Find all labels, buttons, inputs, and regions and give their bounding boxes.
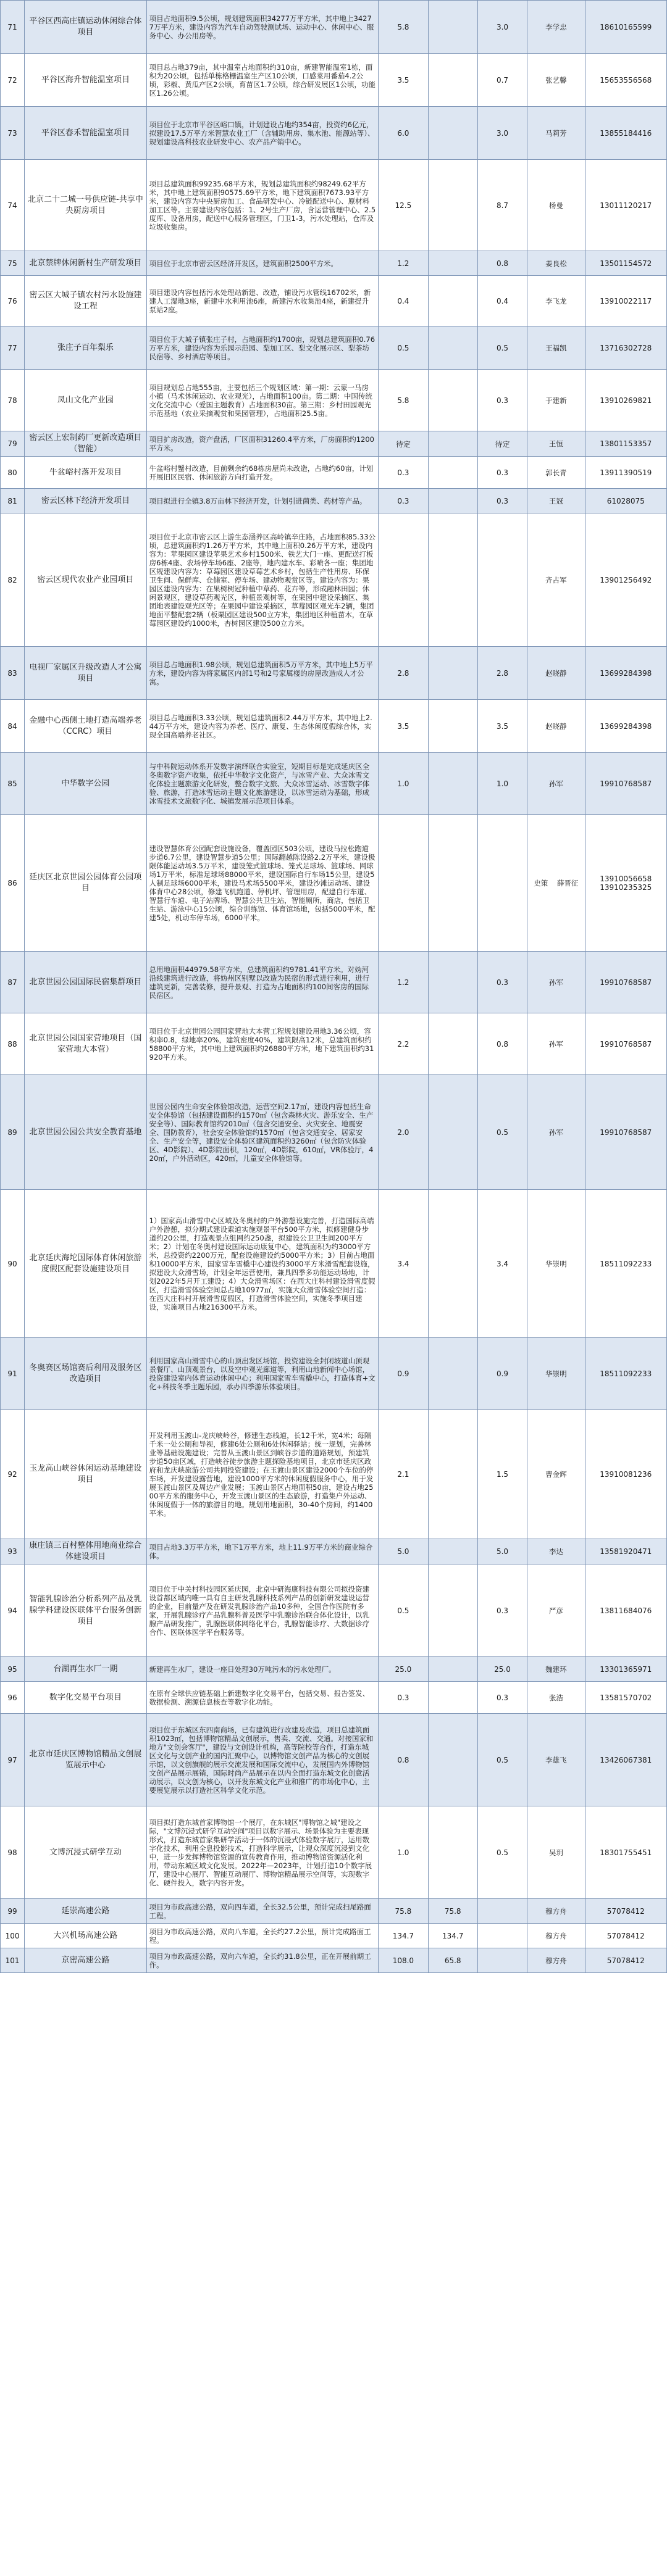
row-number: 71 xyxy=(1,1,25,54)
total-investment: 2.0 xyxy=(379,1075,428,1190)
completed-investment xyxy=(428,1410,477,1539)
row-number: 83 xyxy=(1,647,25,700)
completed-investment xyxy=(428,431,477,457)
row-number: 82 xyxy=(1,513,25,647)
completed-investment xyxy=(428,1564,477,1657)
completed-investment xyxy=(428,276,477,326)
annual-investment: 5.0 xyxy=(477,1539,527,1564)
project-name: 电视厂家属区升级改造人才公寓项目 xyxy=(25,647,147,700)
total-investment: 1.0 xyxy=(379,1806,428,1899)
table-row xyxy=(1,326,667,370)
contact-phone: 13855184416 xyxy=(585,107,667,160)
project-name: 冬奥赛区场馆赛后利用及服务区改造项目 xyxy=(25,1338,147,1410)
project-name: 凤山文化产业园 xyxy=(25,370,147,431)
table-row xyxy=(1,1657,667,1682)
contact-person: 郭长青 xyxy=(527,457,585,489)
project-name: 中华数字公园 xyxy=(25,753,147,815)
total-investment: 1.2 xyxy=(379,952,428,1013)
contact-phone: 13910081236 xyxy=(585,1410,667,1539)
project-name: 台湖再生水厂一期 xyxy=(25,1657,147,1682)
project-content: 1）国家高山滑雪中心区域及冬奥村的户外游憩设施完善，打造国际高端户外游憩，拟分期式建设索道实施观景平台500平方米，拟修建健身步道约20公里，打造观景点组网约250盏，拟建设公卫卫生间200平方米；2）计划在冬奥村建设国际运动康复中心，建筑面积为约3000平方米，总投资约2200万元，配套设施建设约5000平方米；3）目前占地面积10000平方米，国家雪车雪橇中心建设约3000平方米滑雪配套设施，拟建设大众滑雪场，计划全年运营使用，兼具四季多功能运动场地，计划2022年5月开工建设；4）大众滑雪场区：在西大庄科村建设滑雪度假区，打造滑雪体验空间总占地10977㎡，实施大众滑雪体验空间打造：在西大庄科村开展滑雪度假区，打造滑雪体验空间，实施冬季项目建设，实施项目占地216300平方米。 xyxy=(146,1190,379,1338)
row-number: 92 xyxy=(1,1410,25,1539)
project-name: 北京禁牌休闲新村生产研发项目 xyxy=(25,251,147,276)
completed-investment: 134.7 xyxy=(428,1924,477,1948)
completed-investment xyxy=(428,251,477,276)
project-content: 项目位于北京市密云区经济开发区，建筑面积2500平方米。 xyxy=(146,251,379,276)
contact-person: 华崇明 xyxy=(527,1190,585,1338)
project-content: 项目位于北京市平谷区峪口镇，计划建设占地约354亩，投资约6亿元，拟建设17.5万平方米智慧农业工厂（含辅助用房、集水池、能源站等）、规划建设高科技农业研发中心、农产品产销中心。 xyxy=(146,107,379,160)
table-row xyxy=(1,1075,667,1190)
total-investment: 3.5 xyxy=(379,54,428,107)
row-number: 81 xyxy=(1,489,25,513)
project-content: 项目位于东城区东四南商场，已有建筑进行改建及改造，项目总建筑面积1023㎡，包括博物馆精品文创展示，售卖、交流、交通。对接国家和地方"文创会客厅"，建设与文创设计机构，高等院校等合作，打造东城区文化与文创产业的国内汇聚中心，以博物馆文创产品为核心的文创展示馆，以文创旗舰的展示交流发展和国际交流中心，发展国内外博物馆文创产品展示展销，国际时尚产品展示在以内全面打造东城文化创意活动展示，以文创为核心，以开发东城文化产业和推广的市场化中心，主要展览展示以打造社区科学文化示范。 xyxy=(146,1714,379,1806)
completed-investment xyxy=(428,160,477,251)
contact-phone: 19910768587 xyxy=(585,1013,667,1075)
completed-investment xyxy=(428,1338,477,1410)
completed-investment xyxy=(428,647,477,700)
row-number: 85 xyxy=(1,753,25,815)
contact-phone: 13699284398 xyxy=(585,647,667,700)
row-number: 87 xyxy=(1,952,25,1013)
project-name: 康庄镇三百村整体用地商业综合体建设项目 xyxy=(25,1539,147,1564)
contact-person: 吴玥 xyxy=(527,1806,585,1899)
total-investment: 0.4 xyxy=(379,276,428,326)
completed-investment xyxy=(428,370,477,431)
row-number: 84 xyxy=(1,700,25,753)
contact-phone: 13699284398 xyxy=(585,700,667,753)
annual-investment: 0.5 xyxy=(477,1806,527,1899)
table-row xyxy=(1,1806,667,1899)
annual-investment xyxy=(477,1924,527,1948)
row-number: 86 xyxy=(1,815,25,952)
project-name: 北京延庆海坨国际体育休闲旅游度假区配套设施建设项目 xyxy=(25,1190,147,1338)
total-investment: 1.2 xyxy=(379,251,428,276)
project-content: 项目总占地面积1.98公顷，规划总建筑面积5万平方米，其中地上5万平方米，建设内容为将家属区内部1号和2号家属楼的房屋改造成人才公寓。 xyxy=(146,647,379,700)
project-name: 密云区大城子镇农村污水设施建设工程 xyxy=(25,276,147,326)
project-name: 张庄子百年梨乐 xyxy=(25,326,147,370)
table-row xyxy=(1,276,667,326)
completed-investment xyxy=(428,952,477,1013)
contact-person: 孙军 xyxy=(527,1075,585,1190)
annual-investment: 3.4 xyxy=(477,1190,527,1338)
annual-investment: 0.3 xyxy=(477,952,527,1013)
total-investment xyxy=(379,815,428,952)
contact-phone: 13581570702 xyxy=(585,1682,667,1714)
project-name: 密云区现代农业产业园项目 xyxy=(25,513,147,647)
contact-phone: 13501154572 xyxy=(585,251,667,276)
row-number: 77 xyxy=(1,326,25,370)
project-name: 大兴机场高速公路 xyxy=(25,1924,147,1948)
project-content: 项目总占地面积3.33公顷，规划总建筑面积2.44万平方米，其中地上2.44万平方米，建设内容为养老、医疗、康复、生态休闲度假综合体，实现全国高端养老社区。 xyxy=(146,700,379,753)
annual-investment: 0.3 xyxy=(477,1682,527,1714)
contact-person: 孙军 xyxy=(527,952,585,1013)
total-investment: 0.5 xyxy=(379,1564,428,1657)
table-row xyxy=(1,160,667,251)
project-content: 新建再生水厂，建设一座日处理30万吨污水的污水处理厂。 xyxy=(146,1657,379,1682)
project-name: 平谷区春禾智能温室项目 xyxy=(25,107,147,160)
project-name: 京密高速公路 xyxy=(25,1948,147,1973)
completed-investment xyxy=(428,753,477,815)
contact-phone: 57078412 xyxy=(585,1924,667,1948)
table-row xyxy=(1,1539,667,1564)
row-number: 74 xyxy=(1,160,25,251)
annual-investment: 0.8 xyxy=(477,251,527,276)
project-name: 北京二十二城一号供应链-共享中央厨房项目 xyxy=(25,160,147,251)
contact-person: 张艺馨 xyxy=(527,54,585,107)
annual-investment: 待定 xyxy=(477,431,527,457)
completed-investment xyxy=(428,1657,477,1682)
annual-investment: 0.3 xyxy=(477,457,527,489)
completed-investment: 65.8 xyxy=(428,1948,477,1973)
total-investment: 25.0 xyxy=(379,1657,428,1682)
annual-investment: 0.7 xyxy=(477,54,527,107)
project-name: 密云区林下经济开发项目 xyxy=(25,489,147,513)
completed-investment xyxy=(428,1,477,54)
project-content: 牛盆峪村蟹村改造，目前剩余约68栋房屋尚未改造，占地约60亩，计划开展旧区民宿、休闲旅游方向打造开发。 xyxy=(146,457,379,489)
contact-phone: 13910056658 13910235325 xyxy=(585,815,667,952)
project-name: 延崇高速公路 xyxy=(25,1899,147,1924)
total-investment: 12.5 xyxy=(379,160,428,251)
project-content: 项目为市政高速公路，双向六车道，全长约31.8公里，正在开展前期工作。 xyxy=(146,1948,379,1973)
project-content: 项目占地面积9.5公顷，规划建筑面积34277万平方米，其中地上34277万平方米，建设内容为汽车自动驾驶测试场、运动中心、休闲中心、服务中心、办公用房等。 xyxy=(146,1,379,54)
table-row xyxy=(1,489,667,513)
project-content: 项目拟打造东城首家博物馆一个展厅，在东城区"博物馆之城"建设之际，"文博沉浸式研学互动空间"项目以数字展示、场景体验为主要表现形式，打造东城首家集研学活动于一体的沉浸式体验数字展厅，运用数字化技术，利用全息投影技术，打造科学展示，让观众深度沉浸到文化中，进一步发挥博物馆资源的宣传教育作用，推动博物馆资源活化利用，带动东城区域文化发展。2022年—2023年，计划打造10个数字展厅，建设中心展厅、智能互动展厅、博物馆精品展示空间等，实现数字化、硬件投入，数字内容开发。 xyxy=(146,1806,379,1899)
row-number: 93 xyxy=(1,1539,25,1564)
completed-investment xyxy=(428,1682,477,1714)
annual-investment xyxy=(477,1948,527,1973)
table-row xyxy=(1,1924,667,1948)
annual-investment: 8.7 xyxy=(477,160,527,251)
project-name: 平谷区西高庄镇运动休闲综合体项目 xyxy=(25,1,147,54)
project-name: 密云区上宏制药厂更新改造项目（智能） xyxy=(25,431,147,457)
contact-person: 李学忠 xyxy=(527,1,585,54)
project-name: 数字化交易平台项目 xyxy=(25,1682,147,1714)
completed-investment xyxy=(428,815,477,952)
table-row xyxy=(1,952,667,1013)
contact-phone: 13716302728 xyxy=(585,326,667,370)
contact-phone: 18301755451 xyxy=(585,1806,667,1899)
project-content: 项目位于北京市密云区上游生态涵养区高岭镇辛庄路，占地面积85.33公顷，总建筑面积约1.26万平方米，其中地上面积0.26万平方米，建设内容为：苹果园区建设苹果艺术乡村1500米、铁艺大门一座、更配送打板房6栋4座、农场停车场6座、2座等，地内建水车、彩喷各一座；集团地区规建设内容为：草莓园区建设草莓艺术乡村，包括生产性用房、环保卫生间、保鲜库、仓储室、停车场、建动物观赏区等。建设内容为：果园区建设内容为：在果树树冠种植中草药、花卉等，形成融林田园；休闲景观区，建设草药观光区，种植景观树等，在果园中建设采摘区、集团地表建设观光区等；在果园中建设采摘区，草莓园区观光车2辆，集团地面平整配套2辆（板栗园区建设500立方米，集团地区种植苗木，在草莓园区建设约1000米，杏树园区建设500立方米。 xyxy=(146,513,379,647)
annual-investment: 0.5 xyxy=(477,326,527,370)
annual-investment: 2.8 xyxy=(477,647,527,700)
project-content: 项目位于北京世园公园国家营地大本营工程规划建设用地3.36公顷，容积率0.8，绿地率20%，建筑密度40%，建筑限高12米，总建筑面积约58800平方米，其中地上建筑面积约26880平方米，地下建筑面积约31920平方米。 xyxy=(146,1013,379,1075)
annual-investment: 3.0 xyxy=(477,107,527,160)
contact-person: 王恒 xyxy=(527,431,585,457)
project-content: 总用地面积44979.58平方米，总建筑面积约9781.41平方米。对妫河沿线建筑进行改造，将妫州区别墅以改造为民宿的形式进行利用，进行建筑更新，完善装修，提升景观、打造为占地面积约100间客房的国际民宿区。 xyxy=(146,952,379,1013)
total-investment: 3.5 xyxy=(379,700,428,753)
table-row xyxy=(1,647,667,700)
project-content: 项目拟进行全镇3.8万亩林下经济开发，计划引进菌类、药材等产品。 xyxy=(146,489,379,513)
contact-person: 王冠 xyxy=(527,489,585,513)
contact-person: 杨曼 xyxy=(527,160,585,251)
row-number: 90 xyxy=(1,1190,25,1338)
contact-person: 齐占军 xyxy=(527,513,585,647)
total-investment: 2.2 xyxy=(379,1013,428,1075)
total-investment: 5.8 xyxy=(379,370,428,431)
contact-phone: 18511092233 xyxy=(585,1190,667,1338)
contact-phone: 13426067381 xyxy=(585,1714,667,1806)
total-investment: 0.8 xyxy=(379,1714,428,1806)
annual-investment: 1.0 xyxy=(477,753,527,815)
completed-investment xyxy=(428,107,477,160)
contact-phone: 57078412 xyxy=(585,1899,667,1924)
annual-investment: 0.5 xyxy=(477,1714,527,1806)
row-number: 75 xyxy=(1,251,25,276)
table-row xyxy=(1,1899,667,1924)
project-content: 项目占地3.3万平方米，地下1万平方米，地上11.9万平方米的商业综合体。 xyxy=(146,1539,379,1564)
total-investment xyxy=(379,513,428,647)
contact-phone: 18511092233 xyxy=(585,1338,667,1410)
table-row xyxy=(1,1682,667,1714)
table-row xyxy=(1,1013,667,1075)
table-row xyxy=(1,1,667,54)
project-content: 项目扩房改造，资产盘活，厂区面积31260.4平方米，厂房面积约1200平方米。 xyxy=(146,431,379,457)
row-number: 91 xyxy=(1,1338,25,1410)
project-content: 项目规划总占地555亩，主要包括三个规划区域：第一期：云蒙一马房小镇（马术休闲运动、农业观光），占地面积100亩。第二期：中国传统文化交流中心（爱国主题教育）占地面积30亩。第三期：乡村田园观光示范基地（农业采摘观赏和果园管理），占地面积25.5亩。 xyxy=(146,370,379,431)
project-name: 北京世园公园公共安全教育基地 xyxy=(25,1075,147,1190)
project-content: 项目建设内容包括污水处理站新建、改造，铺设污水管线16702米，新建人工湿地3座，新建中水利用池6座，新建污水收集池4座，新建提升泵站2座。 xyxy=(146,276,379,326)
project-content: 利用国家高山滑雪中心的山顶出发区场馆，投资建设全封闭坡道山顶观景餐厅、山顶观景台，以及空中观光廊道等，利用山地新闻中心场馆，投资建设室内体育运动休闲中心；利用国家雪车雪橇中心，打造体育+文化+科技冬季主题乐园，承办四季游乐体验项目。 xyxy=(146,1338,379,1410)
total-investment: 0.3 xyxy=(379,489,428,513)
row-number: 97 xyxy=(1,1714,25,1806)
annual-investment xyxy=(477,1899,527,1924)
row-number: 96 xyxy=(1,1682,25,1714)
contact-phone: 19910768587 xyxy=(585,1075,667,1190)
contact-person: 马莉芳 xyxy=(527,107,585,160)
project-content: 项目总建筑面积99235.68平方米，规划总建筑面积约98249.62平方米，其中地上建筑面积90575.69平方米，地下建筑面积7673.93平方米，建设内容为中央厨房加工、食品研发中心、冷链配送中心、原材料加工区等。主要建设内容包括：1、2号生产厂房，含运营管理中心、2.5度库、设备用房，配送中心服务管理区，门卫1-3，污水处理站，仓库及垃圾收集房。 xyxy=(146,160,379,251)
table-row xyxy=(1,251,667,276)
annual-investment: 25.0 xyxy=(477,1657,527,1682)
contact-person: 姜良松 xyxy=(527,251,585,276)
project-content: 项目位于中关村科技园区延庆园，北京中研海康科技有限公司拟投资建设首都区域内唯一具有自主研发乳腺科技系列产品的创新研发建设运营的企业，目前量产及在研发乳腺诊治产品10多种，全国合作医院有多家，开展乳腺诊疗产品乳腺科普及医学中乳腺诊治联合体化设计，以乳腺产品研发推广，乳腺医联体网络化平台，乳腺智能诊疗、大数据诊疗合作、医联体医学平台服务等。 xyxy=(146,1564,379,1657)
contact-person: 魏建环 xyxy=(527,1657,585,1682)
total-investment: 5.8 xyxy=(379,1,428,54)
annual-investment: 0.9 xyxy=(477,1338,527,1410)
completed-investment xyxy=(428,326,477,370)
completed-investment xyxy=(428,1806,477,1899)
completed-investment xyxy=(428,1539,477,1564)
annual-investment xyxy=(477,815,527,952)
contact-phone: 13910269821 xyxy=(585,370,667,431)
table-row xyxy=(1,753,667,815)
total-investment: 2.8 xyxy=(379,647,428,700)
contact-person: 王福凯 xyxy=(527,326,585,370)
project-content: 世园公园内生命安全体验馆改造，运营空间2.17㎡，建设内容包括生命安全体验馆（包括建设面积约1570㎡（包含森林火灾、游乐安全、生产安全等）、国际教育馆约2010㎡（包含交通安全、火灾安全、地震安全、国防教育），社会安全体验馆约1570㎡（包含交通安全、居家安全、生产安全等，建设安全体验区建筑面积约3260㎡（包含防灾体验区、4D影院）、4D影院面积，120㎡，4D影院，610㎡，VR体验厅，420㎡，户外活动区，420㎡，儿童安全体验馆等。 xyxy=(146,1075,379,1190)
table-row xyxy=(1,54,667,107)
contact-person: 李达 xyxy=(527,1539,585,1564)
completed-investment xyxy=(428,1075,477,1190)
annual-investment: 0.3 xyxy=(477,1564,527,1657)
contact-phone: 18610165599 xyxy=(585,1,667,54)
contact-person: 张浩 xyxy=(527,1682,585,1714)
completed-investment xyxy=(428,513,477,647)
contact-person: 曹金辉 xyxy=(527,1410,585,1539)
contact-phone: 13811684076 xyxy=(585,1564,667,1657)
contact-person: 严彦 xyxy=(527,1564,585,1657)
total-investment: 0.3 xyxy=(379,457,428,489)
project-name: 玉龙高山峡谷休闲运动基地建设项目 xyxy=(25,1410,147,1539)
row-number: 89 xyxy=(1,1075,25,1190)
completed-investment xyxy=(428,54,477,107)
total-investment: 1.0 xyxy=(379,753,428,815)
project-name: 牛盆峪村落开发项目 xyxy=(25,457,147,489)
completed-investment xyxy=(428,457,477,489)
completed-investment xyxy=(428,1714,477,1806)
contact-phone: 15653556568 xyxy=(585,54,667,107)
project-name: 智能乳腺诊治分析系列产品及乳腺学科建设医联体平台服务创新项目 xyxy=(25,1564,147,1657)
table-row xyxy=(1,815,667,952)
project-name: 北京市延庆区博物馆精品文创展览展示中心 xyxy=(25,1714,147,1806)
table-row xyxy=(1,700,667,753)
annual-investment: 3.5 xyxy=(477,700,527,753)
contact-person: 李雄飞 xyxy=(527,1714,585,1806)
row-number: 94 xyxy=(1,1564,25,1657)
total-investment: 2.1 xyxy=(379,1410,428,1539)
contact-phone: 13911390519 xyxy=(585,457,667,489)
table-row xyxy=(1,431,667,457)
annual-investment: 0.3 xyxy=(477,370,527,431)
contact-person: 穆方舟 xyxy=(527,1899,585,1924)
table-row xyxy=(1,370,667,431)
contact-person: 孙军 xyxy=(527,753,585,815)
total-investment: 3.4 xyxy=(379,1190,428,1338)
contact-phone: 13581920471 xyxy=(585,1539,667,1564)
table-row xyxy=(1,457,667,489)
row-number: 79 xyxy=(1,431,25,457)
contact-person: 穆方舟 xyxy=(527,1924,585,1948)
row-number: 72 xyxy=(1,54,25,107)
project-content: 在原有全球供应链基础上新建数字化交易平台，包括交易、报告签发、数据检测、溯源信息核查等数字化功能。 xyxy=(146,1682,379,1714)
table-row xyxy=(1,107,667,160)
contact-phone: 13910022117 xyxy=(585,276,667,326)
annual-investment: 0.4 xyxy=(477,276,527,326)
completed-investment: 75.8 xyxy=(428,1899,477,1924)
table-body xyxy=(1,1,667,1973)
project-name: 北京世园公园国际民宿集群项目 xyxy=(25,952,147,1013)
contact-person: 华崇明 xyxy=(527,1338,585,1410)
project-content: 项目为市政高速公路，双向八车道，全长约27.2公里，预计完成路面工程。 xyxy=(146,1924,379,1948)
row-number: 76 xyxy=(1,276,25,326)
table-row xyxy=(1,1410,667,1539)
completed-investment xyxy=(428,1013,477,1075)
annual-investment: 0.3 xyxy=(477,489,527,513)
project-content: 项目位于大城子镇张庄子村，占地面积约1700亩，规划总建筑面积0.76万平方米，建设内容为乐园示范园、梨加工区、梨文化展示区、梨茶坊民宿等、乡村酒店等项目。 xyxy=(146,326,379,370)
total-investment: 0.9 xyxy=(379,1338,428,1410)
project-name: 延庆区北京世园公园体育公园项目 xyxy=(25,815,147,952)
annual-investment: 1.5 xyxy=(477,1410,527,1539)
row-number: 88 xyxy=(1,1013,25,1075)
completed-investment xyxy=(428,489,477,513)
total-investment: 0.5 xyxy=(379,326,428,370)
total-investment: 75.8 xyxy=(379,1899,428,1924)
contact-phone: 57078412 xyxy=(585,1948,667,1973)
project-name: 文博沉浸式研学互动 xyxy=(25,1806,147,1899)
contact-phone: 13011120217 xyxy=(585,160,667,251)
total-investment: 0.3 xyxy=(379,1682,428,1714)
contact-phone: 19910768587 xyxy=(585,753,667,815)
annual-investment: 0.8 xyxy=(477,1013,527,1075)
annual-investment: 0.5 xyxy=(477,1075,527,1190)
contact-person: 穆方舟 xyxy=(527,1948,585,1973)
contact-person: 赵晓静 xyxy=(527,647,585,700)
contact-phone: 13901256492 xyxy=(585,513,667,647)
total-investment: 5.0 xyxy=(379,1539,428,1564)
contact-phone: 13301365971 xyxy=(585,1657,667,1682)
row-number: 80 xyxy=(1,457,25,489)
total-investment: 134.7 xyxy=(379,1924,428,1948)
row-number: 100 xyxy=(1,1924,25,1948)
contact-person: 李飞龙 xyxy=(527,276,585,326)
contact-person: 赵晓静 xyxy=(527,700,585,753)
row-number: 99 xyxy=(1,1899,25,1924)
contact-phone: 61028075 xyxy=(585,489,667,513)
table-row xyxy=(1,1190,667,1338)
total-investment: 108.0 xyxy=(379,1948,428,1973)
contact-phone: 13801153357 xyxy=(585,431,667,457)
contact-phone: 19910768587 xyxy=(585,952,667,1013)
total-investment: 待定 xyxy=(379,431,428,457)
completed-investment xyxy=(428,1190,477,1338)
row-number: 73 xyxy=(1,107,25,160)
table-row xyxy=(1,1338,667,1410)
total-investment: 6.0 xyxy=(379,107,428,160)
project-content: 项目为市政高速公路，双向四车道，全长32.5公里，预计完成扫尾路面工程。 xyxy=(146,1899,379,1924)
project-content: 与中科院运动体系开发数字演绎联合实验室，短期目标是完成延庆区全冬奥数字资产收集，依托中华数字文化资产，与冰雪产业、大众冰雪文化体验主题旅游文化研发，整合数字文旅、大众冰雪运动、冰雪数字体验、旅游，打造冰雪运动主题文化旅游建设，以冰雪运动为基础，形成冰雪技术文旅数字化、城镇发展示范项目体系。 xyxy=(146,753,379,815)
contact-person: 孙军 xyxy=(527,1013,585,1075)
annual-investment xyxy=(477,513,527,647)
row-number: 78 xyxy=(1,370,25,431)
completed-investment xyxy=(428,700,477,753)
table-row xyxy=(1,1564,667,1657)
contact-person: 于建新 xyxy=(527,370,585,431)
table-row xyxy=(1,1948,667,1973)
table-row xyxy=(1,1714,667,1806)
table-row xyxy=(1,513,667,647)
project-content: 项目总占地379亩，其中温室占地面积约310亩，新建智能温室1栋，面积为20公顷，包括单栋格栅温室生产区10公顷，口感菜用番茄4.2公顷，彩椒、黄瓜产区2公顷，育苗区1.7公顷，综合研发展区1公顷，功能区1.26公顷。 xyxy=(146,54,379,107)
contact-person: 史策 薛晋征 xyxy=(527,815,585,952)
project-name: 平谷区海升智能温室项目 xyxy=(25,54,147,107)
row-number: 98 xyxy=(1,1806,25,1899)
row-number: 101 xyxy=(1,1948,25,1973)
project-name: 北京世园公园国家营地项目（国家营地大本营） xyxy=(25,1013,147,1075)
row-number: 95 xyxy=(1,1657,25,1682)
project-name: 金融中心西侧土地打造高端养老（CCRC）项目 xyxy=(25,700,147,753)
annual-investment: 3.0 xyxy=(477,1,527,54)
project-content: 建设智慧体育公园配套设施设备，覆盖园区503公顷，建设马拉松跑道步道6.7公里，建设智慧步道5公里；国际翻越陈设路2.2万平米，建设极限体能运动场3.5万平米，建设笼式篮球场、笼式足球场、篮球场、网球场1万平米，标准足球场88000平米，建设国际自行车场15公里，建设5人制足球场6000平米，建设马术场5500平米，建设沙滩运动场、建设体育中心28公顷，修建飞机跑道、停机坪、管理用房，配建自行车道、智慧行车道、电子站牌场、智慧公共卫生站，智能厕所，商店，包括卫生站、游泳中心15公顷，综合训练馆、体育馆场地，包括5000平米，配建5处，机动车停车场，6000平米。 xyxy=(146,815,379,952)
project-content: 开发利用玉渡山-龙庆峡岭谷，修建生态栈道，长12千米，宽4米；每隔千米一处公厕和导视，修建6处公厕和6处休闲驿站；统一规划，完善林业等基础设施建设；完善从玉渡山景区到峡谷步道的道路规划，预建筑步道50亩区域，打造峡谷徒步旅游主题探险基地项目，北京市延庆区政府和龙庆峡旅游公司共同投资建设；在玉渡山景区建设2000个车位的停车场，开发建设露营地，建设1000平方米的休闲度假服务中心，用于发展玉渡山景区及周边产业发展；玉渡山景区占地面积50亩，建设占地2500平方米的服务中心，开发玉渡山景区的生态旅游，打造集户外运动、休闲度假于一体的旅游目的地。规划用地面积，30-40个房间，约1400平米。 xyxy=(146,1410,379,1539)
